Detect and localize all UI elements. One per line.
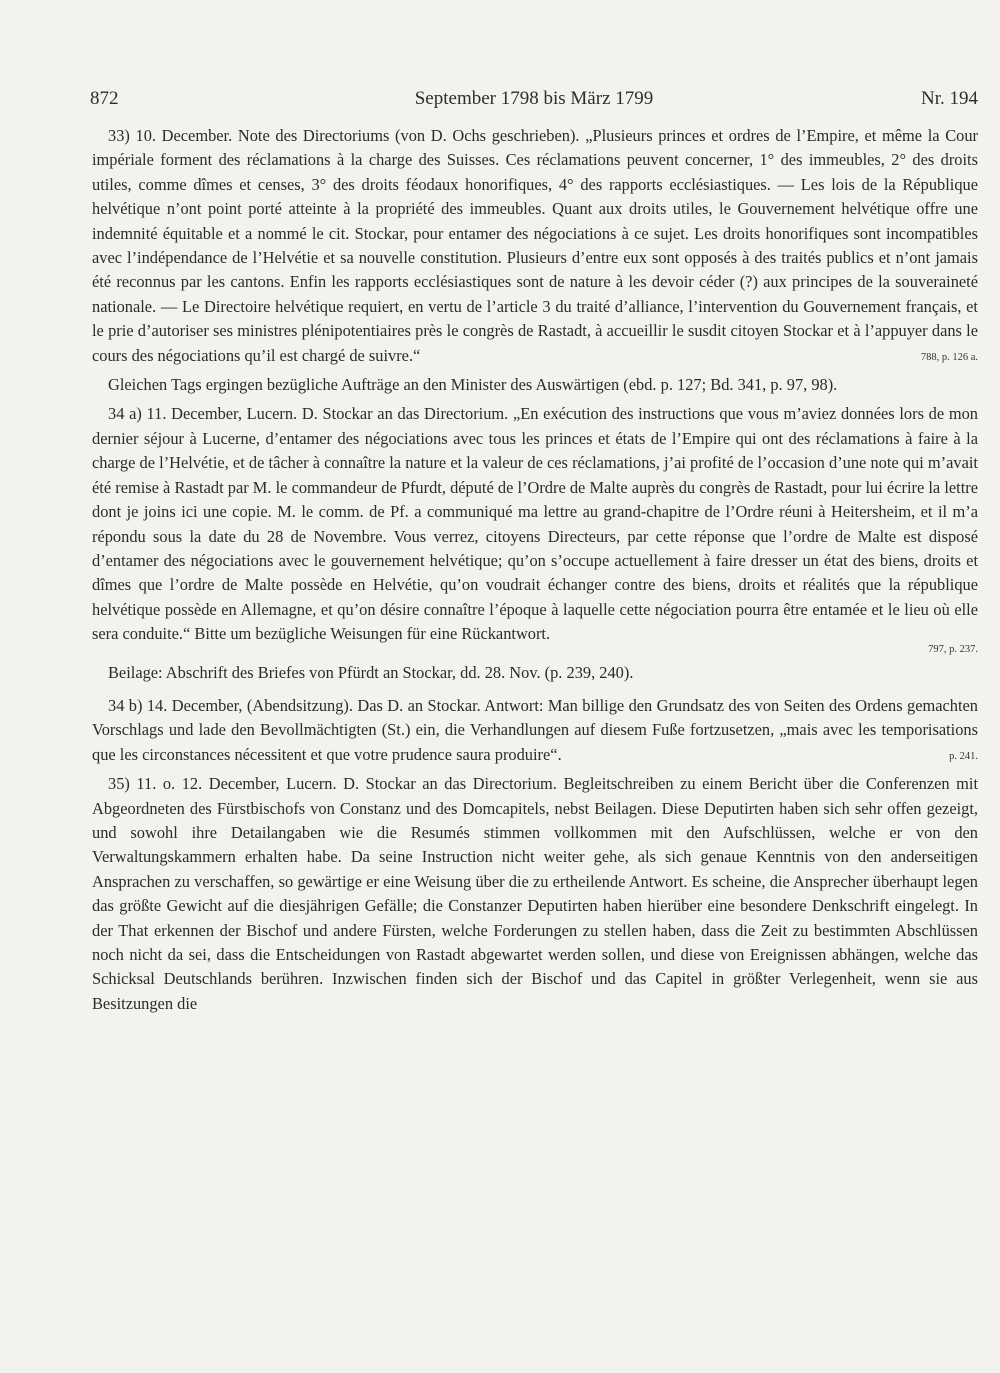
body-text [92, 124, 978, 1021]
document-number: Nr. 194 [921, 88, 978, 109]
entry-35 [92, 772, 978, 1016]
entry-34a [92, 402, 978, 655]
entry-note [92, 373, 978, 397]
entry-text: Beilage: Abschrift des Briefes von Pfürdt an Stockar, dd. 28. Nov. (p. 239, 240). [108, 662, 634, 682]
entry-beilage [92, 661, 978, 685]
source-reference: p. 241. [949, 750, 978, 762]
source-reference: 788, p. 126 a. [920, 351, 978, 363]
page-number: 872 [90, 88, 119, 109]
entry-text: Gleichen Tags ergingen bezügliche Aufträge an den Minister des Auswärtigen (ebd. p. 127; Bd. 341, p. 97, 98). [108, 375, 838, 395]
entry-text: 34 a) 11. December, Lucern. D. Stockar an das Directorium. „En exécution des instructions que vous m’aviez données lors de mon dernier séjour à Lucerne, d’entamer des négociations avec tous les princes et états de l’Empire qui ont des réclamations à faire à la charge de l’Helvétie, et de tâcher à connaître la nature et la valeur de ces réclamations, j’ai profité de l’occasion d’une note qui m’avait été remise à Rastadt par M. le commandeur de Pfurdt, député de l’Ordre de Malte auprès du congrès de Rastadt, pour lui écrire la lettre dont je joins ici une copie. M. le comm. de Pf. a communiqué ma lettre au grand-chapitre de l’Ordre réuni à Heitersheim, et il m’a répondu sous la date du 28 de Novembre. Vous verrez, citoyens Directeurs, par cette réponse que l’ordre de Malte est disposé d’entamer des négociations avec le gouvernement helvétique; qu’on s’occupe actuellement à faire dresser un état des biens, droits et dîmes que l’ordre de Malte possède en Helvétie, qu’on voudrait échanger contre des biens, droits et réalités que la république helvétique possède en Allemagne, et qu’on désire connaître l’époque à laquelle cette négociation pourra être entamée et le lieu où elle sera conduite.“ Bitte um bezügliche Weisungen für eine Rückantwort. [92, 404, 978, 644]
entry-text: 33) 10. December. Note des Directoriums (von D. Ochs geschrieben). „Plusieurs princes et ordres de l’Empire, et même la Cour impériale forment des réclamations à la charge des Suisses. Ces réclamations peuvent concerner, 1° des immeubles, 2° des droits utiles, comme dîmes et censes, 3° des droits féodaux honorifiques, 4° des rapports ecclésiastiques. — Les lois de la République helvétique n’ont point porté atteinte à la propriété des immeubles. Quant aux droits utiles, le Gouvernement helvétique offre une indemnité équitable et a nommé le cit. Stockar, pour entamer des négociations à ce sujet. Les droits honorifiques sont incompatibles avec l’indépendance de l’Helvétie et sa nouvelle constitution. Plusieurs d’entre eux sont opposés à des traités publics et n’ont jamais été reconnus par les cantons. Enfin les rapports ecclésiastiques sont de nature à les devoir céder (?) aux principes de la souveraineté nationale. — Le Directoire helvétique requiert, en vertu de l’article 3 du traité d’alliance, l’intervention du Gouvernement français, et le prie d’autoriser ses ministres plénipotentiaires près le congrès de Rastadt, à accueillir le susdit citoyen Stockar et à l’appuyer dans le cours des négociations qu’il est chargé de suivre.“ [92, 126, 978, 365]
entry-33 [92, 124, 978, 368]
entry-34b [92, 694, 978, 767]
entry-text: 35) 11. o. 12. December, Lucern. D. Stockar an das Directorium. Begleitschreiben zu einem Bericht über die Conferenzen mit Abgeordneten des Fürstbischofs von Constanz und des Domcapitels, nebst Beilagen. Diese Deputirten haben sich sehr offen gezeigt, und sowohl ihre Detailangaben wie die Resumés stimmen vollkommen mit den Aufschlüssen, welche er von den Verwaltungskammern erhalten habe. Da seine Instruction nicht weiter gehe, als sich genaue Kenntnis von den anderseitigen Ansprachen zu verschaffen, so gewärtige er eine Weisung über die zu ertheilende Antwort. Es scheine, die Ansprecher überhaupt legen das größte Gewicht auf die diesjährigen Gefälle; die Constanzer Deputirten haben hierüber eine besondere Denkschrift eingelegt. In der That erkennen der Bischof und andere Fürsten, welche Forderungen zu stellen haben, dass die Zeit zu bestimmten Abschlüssen noch nicht da sei, dass die Entscheidungen von Rastadt abgewartet werden sollen, und diese von Ereignissen abhängen, welche das Schicksal Deutschlands berühren. Inzwischen finden sich der Bischof und das Capitel in größter Verlegenheit, wenn sie aus Besitzungen die [92, 774, 978, 1013]
running-header [90, 88, 978, 114]
entry-text: 34 b) 14. December, (Abendsitzung). Das D. an Stockar. Antwort: Man billige den Grundsatz des von Seiten des Ordens gemachten Vorschlags und lade den Bevollmächtigten (St.) ein, die Verhandlungen auf diesem Fuße fortzusetzen, „mais avec les temporisations que les circonstances nécessitent et que votre prudence saura produire“. [92, 695, 978, 764]
running-title: September 1798 bis März 1799 [414, 88, 654, 109]
source-reference: 797, p. 237. [928, 643, 978, 655]
